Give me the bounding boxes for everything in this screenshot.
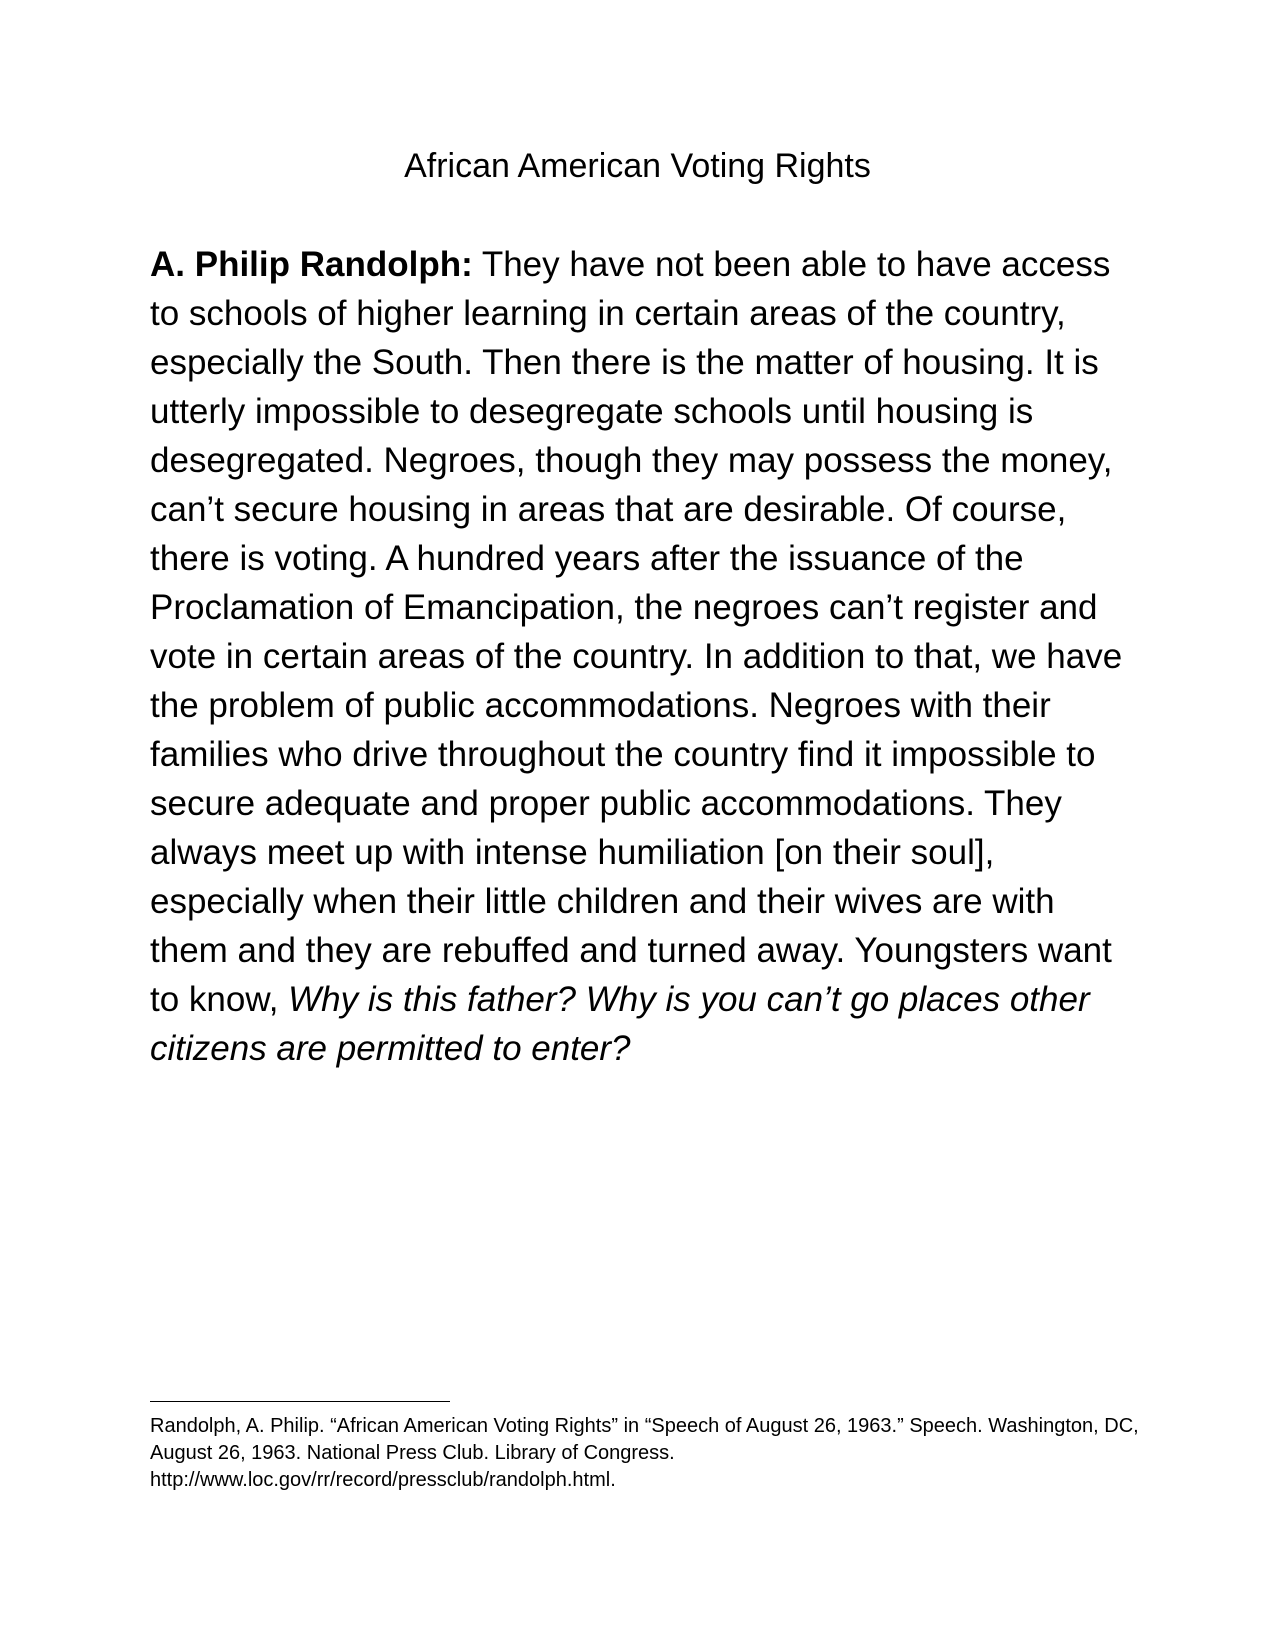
page-title: African American Voting Rights [404,147,871,185]
footnote-citation: Randolph, A. Philip. “African American Voting Rights” in “Speech of August 26, 1963.” Speech. Washington, DC, August 26, 1963. National Press Club. Library of Congress. [150,1415,1139,1464]
footnote [150,1413,1150,1494]
footnote-divider [150,1401,450,1402]
speech-quote [150,240,1140,1073]
quote-text: They have not been able to have access to schools of higher learning in certain areas of the country, especially the South. Then there is the matter of housing. It is utterly impossible to desegregate schools until housing is desegregated. Negroes, though they may possess the money, can’t secure housing in areas that are desirable. Of course, there is voting. A hundred years after the issuance of the Proclamation of Emancipation, the negroes can’t register and vote in certain areas of the country. In addition to that, we have the problem of public accommodations. Negroes with their families who drive throughout the country find it impossible to secure adequate and proper public accommodations. They always meet up with intense humiliation [on their soul], especially when their little children and their wives are with them and they are rebuffed and turned away. Youngsters want to know, [150,245,1123,1019]
footnote-url: http://www.loc.gov/rr/record/pressclub/randolph.html. [150,1469,616,1491]
quote-italic-question: Why is this father? Why is you can’t go places other citizens are permitted to enter? [150,980,1090,1068]
speaker-name: A. Philip Randolph: [150,245,473,284]
